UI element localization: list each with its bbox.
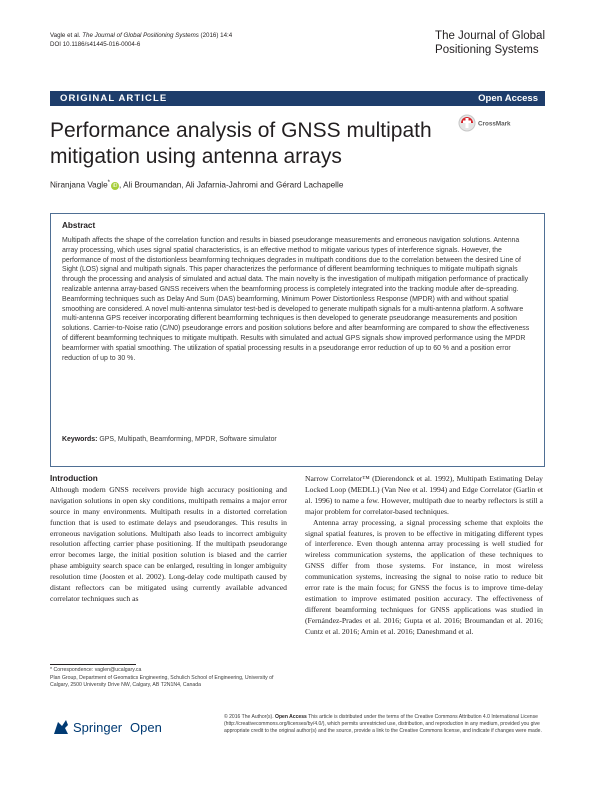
springer-horse-icon (51, 716, 181, 738)
license-open-access: Open Access (275, 714, 307, 720)
springer-open-logo[interactable] (51, 716, 181, 738)
abstract-text: Multipath affects the shape of the correlation function and results in biased pseudorange measurements and erroneous navigation solutions. Antenna array processing, which uses signal spatial characteristics, is an effective method to mitigate various types of interference signals. However, the performance of most of the distortionless beamforming techniques degrades in multipath conditions due to the correlation between the desired Line of Sight (LOS) signal and multipath signals. This paper characterizes the performance of different beamforming techniques to mitigate multipath signals through the processing and analysis of simulated and actual data. The main novelty is the investigation of multipath mitigation performance of practically realizable antenna array-based GNSS receivers when the beamforming process is completely integrated into the tracking module after de-spreading. Beamforming techniques such as Delay And Sum (DAS) beamforming, Minimum Power Distortionless Response (MPDR) with and without spatial smoothing are considered. A novel multi-antenna simulator test-bed is developed to generate multipath signals for a multi-antenna platform. A software multi-antenna GPS receiver incorporating different beamforming techniques is then developed to generate pseudorange measurements and position solutions. Carrier-to-Noise ratio (C/N0) pseudorange errors and position solutions before and after beamforming are compared to show the effectiveness of different beamforming techniques to mitigate multipath. Results with simulated and actual GPS signals show improved performance using the MPDR beamformer with spatial smoothing. The utilization of spatial processing results in a pseudorange error reduction of up to 60 % and a position error reduction of up to 30 %. (62, 237, 530, 362)
left-column (50, 474, 287, 605)
abstract-heading: Abstract (62, 221, 96, 230)
keywords (62, 436, 532, 443)
introduction-heading: Introduction (50, 474, 98, 483)
article-type-label: ORIGINAL ARTICLE (60, 93, 168, 104)
citation-header (50, 31, 232, 49)
introduction-text-right-1: Narrow Correlator™ (Dierendonck et al. 1992), Multipath Estimating Delay Locked Loop (MEDLL) (Van Nee et al. 1994) and Edge Correlator (Garlin et al. 1996) to name a few. However, multipath due to nearby reflectors is still a major problem for correlator-based techniques. (305, 474, 543, 516)
open-access-label: Open Access (478, 93, 538, 104)
orcid-icon[interactable]: iD (112, 182, 118, 189)
keywords-list: GPS, Multipath, Beamforming, MPDR, Software simulator (97, 436, 277, 443)
citation-authors: Vagle et al. (50, 32, 81, 39)
article-title-line1: Performance analysis of GNSS multipath (50, 119, 432, 142)
doi[interactable]: DOI 10.1186/s41445-016-0004-6 (50, 41, 141, 48)
author-affiliation: Plan Group, Department of Geomatics Engineering, Schulich School of Engineering, University of Calgary, 2500 University Drive NW, Calgary, AB T2N1N4, Canada (50, 674, 274, 689)
author-first: Niranjana Vagle (50, 180, 108, 190)
introduction-text-right-2: Antenna array processing, a signal processing scheme that exploits the signal spatial features, is proven to be effective in mitigating different types of interference. Even though antenna array processing is well studied for wireless communication systems, the application of these techniques to GNSS differ from those systems. For instance, in most wireless communication systems, increasing the signal to noise ratio to reduce bit error rate is the main focus; for GNSS the focus is to improve time-delay estimation to improve estimated position accuracy. The effectiveness of different beamforming techniques for GNSS applications was studied in (Fernández-Prades et al. 2016; Gupta et al. 2016; Broumandan et al. 2016; Cuntz et al. 2016; Arnin et al. 2016; Daneshmand et al. (305, 517, 543, 636)
corresponding-marker: * (107, 180, 110, 186)
article-title (50, 118, 450, 170)
footnote-divider (50, 664, 136, 665)
keywords-label: Keywords: (62, 436, 98, 443)
journal-name (435, 30, 545, 57)
journal-name-line2: Positioning Systems (435, 43, 539, 56)
introduction-text-left: Although modern GNSS receivers provide high accuracy positioning and navigation solutions in open sky conditions, multipath remains a major error source in many environments. Multipath results in a distorted correlation function that is used to estimate delays and pseudoranges. This results in erroneous navigation solutions. Multipath also leads to incorrect ambiguity resolution affecting carrier phase positioning. If the multipath pseudorange error becomes large, the initial position solution is biased and the carrier phase ambiguity search space can be enlarged, resulting in longer ambiguity resolution time (Joosten et al. 2002). Long-delay code multipath caused by distant reflectors can be mitigated using currently available advanced correlator techniques such as (50, 484, 287, 603)
author-rest: , Ali Broumandan, Ali Jafarnia-Jahromi and Gérard Lachapelle (119, 180, 344, 190)
license-copyright: © 2016 The Author(s). (224, 714, 276, 720)
crossmark-icon (457, 113, 517, 133)
open-wordmark: Open (130, 720, 162, 735)
springer-wordmark: Springer (73, 720, 123, 735)
correspondence-email[interactable]: * Correspondence: vaglen@ucalgary.ca (50, 667, 142, 673)
right-column (305, 474, 543, 638)
author-list (50, 180, 343, 190)
crossmark-badge[interactable] (457, 113, 517, 133)
citation-line (50, 31, 232, 40)
citation-volume: (2016) 14:4 (198, 32, 233, 39)
crossmark-label: CrossMark (478, 120, 511, 128)
citation-journal: The Journal of Global Positioning Systems (82, 32, 199, 39)
article-title-line2: mitigation using antenna arrays (50, 145, 342, 168)
license-statement (224, 714, 546, 735)
correspondence-note (50, 667, 290, 690)
license-text: This article is distributed under the terms of the Creative Commons Attribution 4.0 International License (http://creativecommons.org/licenses/by/4.0/), which permits unrestricted use, distribution, and reproduction in any medium, provided you give appropriate credit to the original author(s) and the source, provide a link to the Creative Commons license, and indicate if changes were made. (224, 714, 542, 735)
journal-name-line1: The Journal of Global (435, 30, 545, 42)
